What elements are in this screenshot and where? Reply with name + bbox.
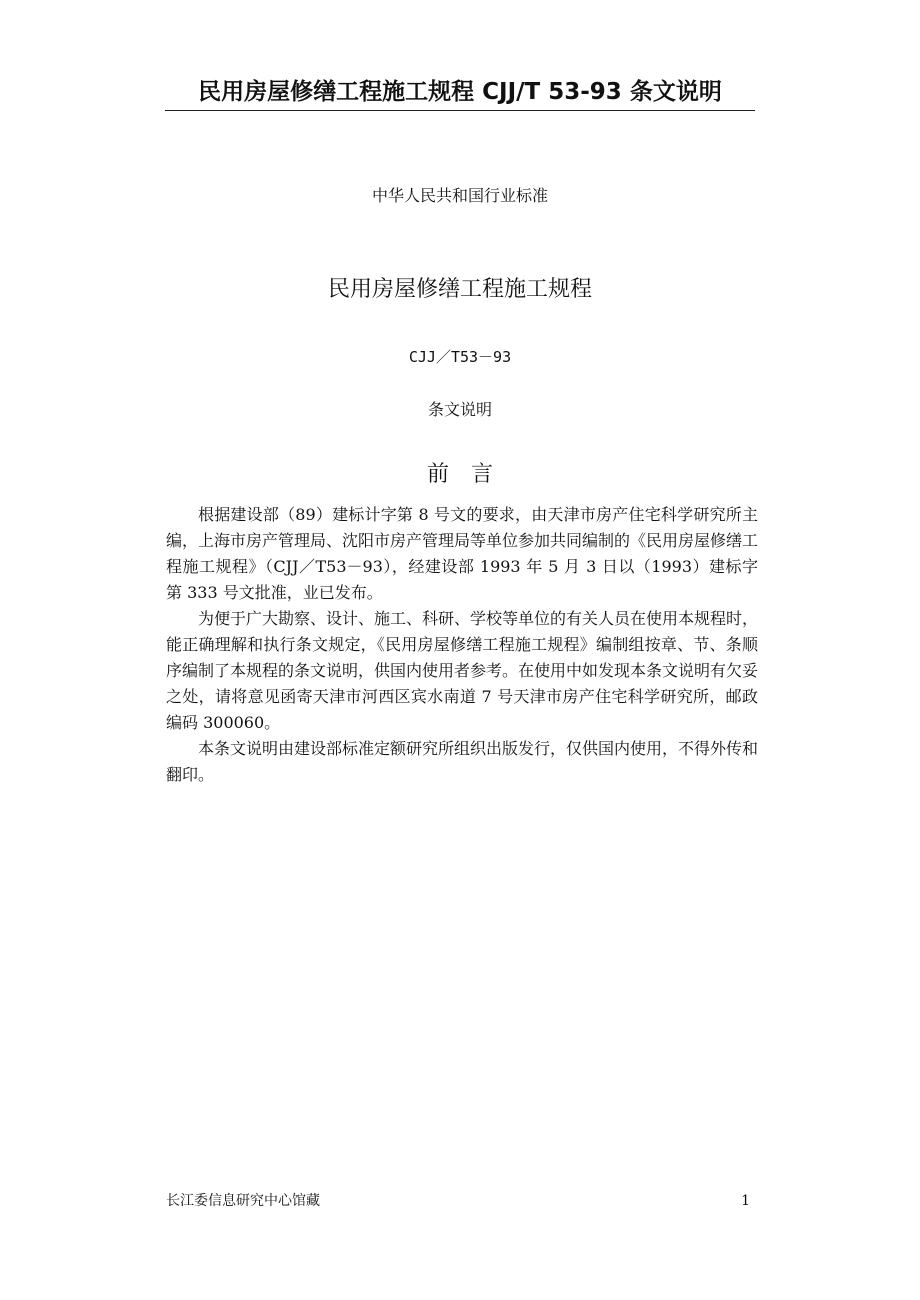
foreword-paragraph: 为便于广大勘察、设计、施工、科研、学校等单位的有关人员在使用本规程时，能正确理解和执行条文规定，《民用房屋修缮工程施工规程》编制组按章、节、条顺序编制了本规程的条文说明，供国内使用者参考。在使用中如发现本条文说明有欠妥之处，请将意见函寄天津市河西区宾水南道 7 号天津市房产住宅科学研究所，邮政编码 300060。 bbox=[166, 609, 759, 732]
foreword-paragraph: 本条文说明由建设部标准定额研究所组织出版发行，仅供国内使用，不得外传和翻印。 bbox=[166, 739, 759, 784]
foreword-heading: 前言 bbox=[426, 462, 515, 487]
document-subtitle: 条文说明 bbox=[427, 400, 492, 419]
foreword-body bbox=[166, 502, 758, 788]
header-rule bbox=[165, 110, 755, 111]
footer-collection-note: 长江委信息研究中心馆藏 bbox=[166, 1193, 320, 1209]
foreword-paragraph: 根据建设部（89）建标计字第 8 号文的要求，由天津市房产住宅科学研究所主编，上海市房产管理局、沈阳市房产管理局等单位参加共同编制的《民用房屋修缮工程施工规程》（CJJ／T53－93），经建设部 1993 年 5 月 3 日以（1993）建标字第 333 号文批准，业已发布。 bbox=[166, 505, 759, 602]
standard-code: CJJ／T53－93 bbox=[408, 348, 512, 366]
standard-category: 中华人民共和国行业标准 bbox=[371, 186, 548, 205]
running-header: 民用房屋修缮工程施工规程 CJJ/T 53-93 条文说明 bbox=[198, 79, 722, 105]
document-title: 民用房屋修缮工程施工规程 bbox=[327, 277, 592, 302]
page-number: 1 bbox=[741, 1193, 750, 1209]
